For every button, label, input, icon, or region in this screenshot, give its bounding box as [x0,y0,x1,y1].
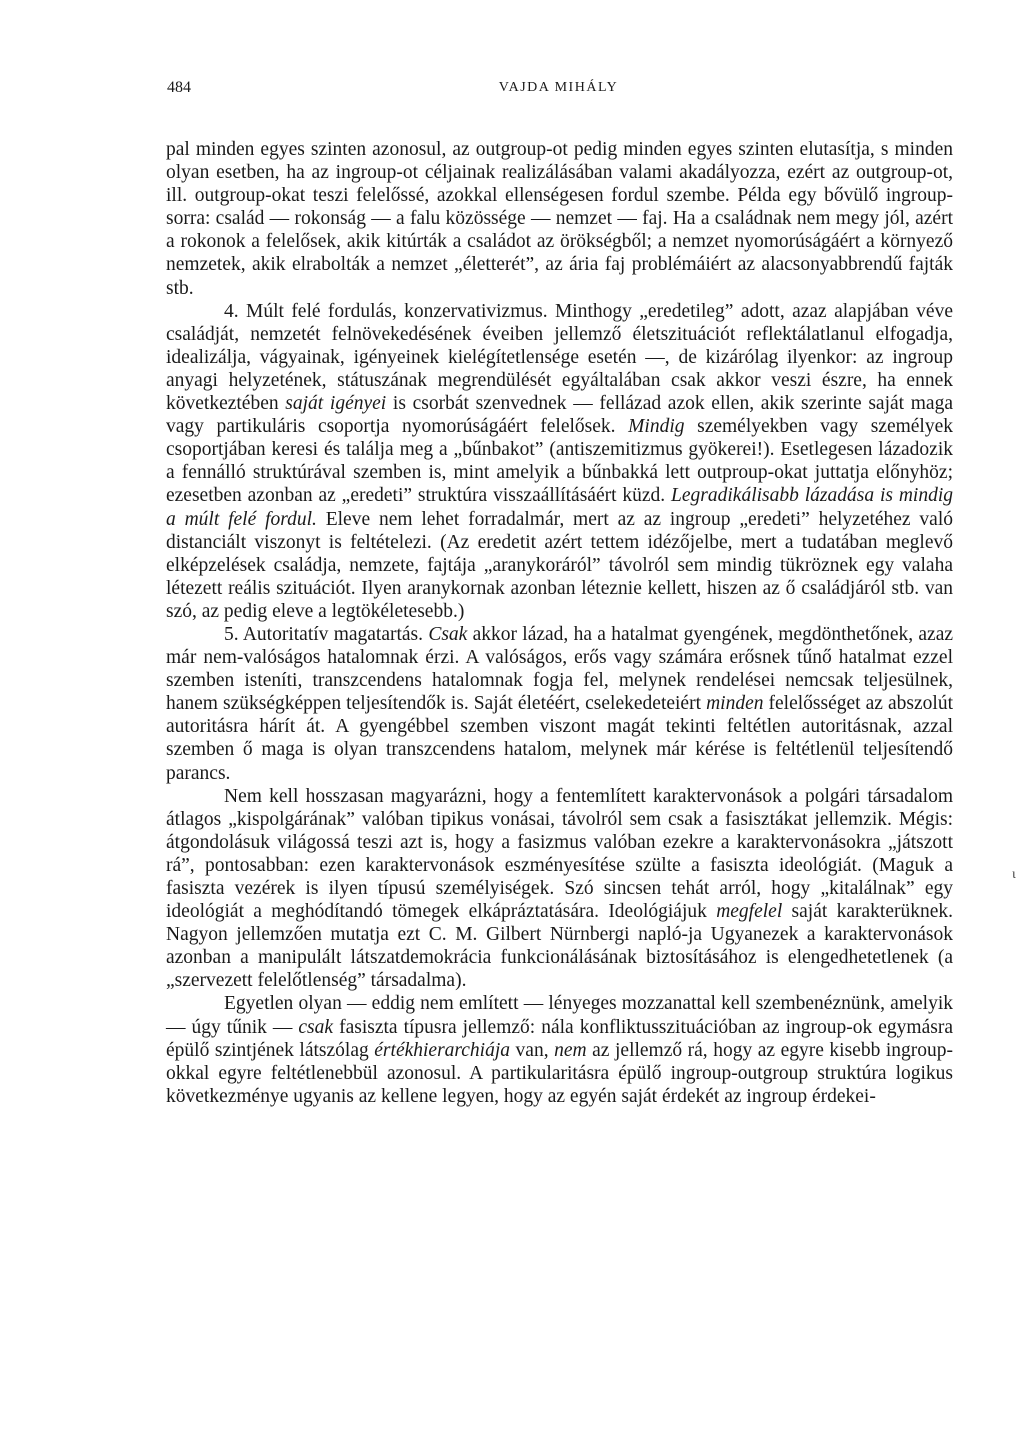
text-run: pal minden egyes szinten azonosul, az outgroup-ot pedig minden egyes szinten elutasítja, s minden olyan esetben, ha az ingroup-ot céljainak realizálásában valami akadályozza, ezért az outgroup-ot, ill. outgroup-okat teszi felelőssé, azokkal ellenségesen fordul szembe. Példa egy bővülő ingroup-sorra: család — rokonság — a falu közössége — nemzet — faj. Ha a családnak nem megy jól, azért a rokonok a felelősek, akik kitúrták a családot az örökségből; a nemzet nyomorúságáért a környező nemzetek, akik elrabolták a nemzet „életterét”, az ária faj problémáiért az alacsonyabbrendű fajták stb. [166,139,953,299]
text-run: 4. Múlt felé fordulás, konzervativizmus. Minthogy „eredetileg” adott, azaz alapjában véve családját, nemzetét felnövekedésének éveiben jellemző életszituációt reflektálatlanul elfogadja, idealizálja, vágyainak, igényeinek kielégítetlensége esetén —, de kizárólag ilyenkor: az ingroup anyagi helyzetének, státuszának megrendülését egyáltalában csak akkor veszi észre, ha ennek következtében [166,300,953,415]
italic-text: Csak [428,623,468,645]
text-run: 5. Autoritatív magatartás. [224,623,429,645]
text-run: az jellemző rá, hogy az egyre kisebb ingroup-okkal egyre feltétlenebbül azonosul. A partikularitásra épülő ingroup-outgroup struktúra logikus következménye ugyanis az kellene legyen, hogy az egyén saját érdekét az ingroup érdekei- [166,1039,954,1107]
italic-text: Mindig [628,416,685,438]
text-run: fasiszta típusra jellemző: nála konfliktusszituációban az ingroup-ok egymásra épülő szintjének látszólag [166,1016,953,1061]
italic-text: értékhierarchiája [374,1039,511,1061]
text-run: akkor lázad, ha a hatalmat gyengének, megdönthetőnek, azaz már nem-valóságos hatalomnak érzi. A valóságos, erős vagy számára erősnek tűnő hatalmat ezzel szemben isteníti, transzcendens hatalomnak fogja fel, melynek rendelései nemcsak teljesülnek, hanem szükségképpen teljesítendők is. Saját életéért, cselekedeteiért [166,623,954,715]
paragraph [166,300,953,623]
page-header [167,76,950,100]
paragraph [166,623,953,785]
page-number: 484 [167,79,191,96]
text-run: Egyetlen olyan — eddig nem említett — lényeges mozzanattal kell szembenéznünk, amelyik — úgy tűnik — [166,993,953,1038]
paragraph [166,785,953,993]
text-run: személyekben vagy személyek csoportjában keresi és találja meg a „bűnbakot” (antiszemitizmus gyökerei!). Esetlegesen lázadozik a fennálló struktúrával szemben is, mint amelyik a bűnbakká lett outproup-okat juttatja előnyhöz; ezesetben azonban az „eredeti” struktúra visszaállításáért küzd. [166,416,953,507]
italic-text: megfelel [716,901,783,923]
italic-text: csak [298,1016,334,1038]
text-run: felelősséget az abszolút autoritásra hárít át. A gyengébbel szemben viszont magát tekinti feltétlen autoritásnak, azzal szemben ő maga is olyan transzcendens hatalom, melynek már kérése is feltétlenül teljesítendő parancs. [166,693,953,784]
italic-text: nem [554,1039,587,1061]
text-run: van, [510,1039,555,1061]
text-run: Nem kell hosszasan magyarázni, hogy a fentemlített karaktervonások a polgári társadalom átlagos „kispolgárának” valóban tipikus vonásai, távolról sem csak a fasisztákat jellemzik. Mégis: átgondolásuk világossá teszi azt is, hogy a fasizmus valóban ezekre a karaktervonásokra „játszott rá”, pontosabban: ezen karaktervonások eszményesítése szülte a fasiszta ideológiát. (Maguk a fasiszta vezérek is ilyen típusú személyiségek. Szó sincsen tehát arról, hogy „kitalálnak” egy ideológiát a meghódítandó tömegek elkápráztatására. Ideológiájuk [166,785,953,923]
italic-text: Legradikálisabb lázadása is mindig a múlt felé fordul. [166,485,953,530]
running-head: VAJDA MIHÁLY [498,80,619,95]
text-run: saját karakterüknek. Nagyon jellemzően mutatja ezt C. M. Gilbert Nürnbergi napló-ja Ugyanezek a karaktervonások azonban a manipulált látszatdemokrácia funkcionálásának biztosításához is elengedhetetlenek (a „szervezett felelőtlenség” társadalma). [166,901,953,992]
body-text [166,138,953,1108]
italic-text: minden [706,693,764,715]
text-run: Eleve nem lehet forradalmár, mert az az ingroup „eredeti” helyzetéhez való distanciált viszonyt is feltételezi. (Az eredetit azért tettem idézőjelbe, mert a tudatában meglevő elképzelések családja, nemzete, fajtája „aranykoráról” távolról sem mindig tükröznek egy valaha létezett reális szituációt. Ilyen aranykornak azonban léteznie kellett, hiszen az ő családjáról stb. van szó, az pedig eleve a legtökéletesebb.) [166,508,953,622]
margin-mark: ι [1012,867,1016,882]
paragraph [166,138,953,300]
italic-text: saját igényei [285,393,387,415]
text-run: is csorbát szenvednek — fellázad azok ellen, akik szerinte saját maga vagy partikuláris csoportja nyomorúságáért felelősek. [166,393,953,438]
paragraph [166,992,953,1107]
